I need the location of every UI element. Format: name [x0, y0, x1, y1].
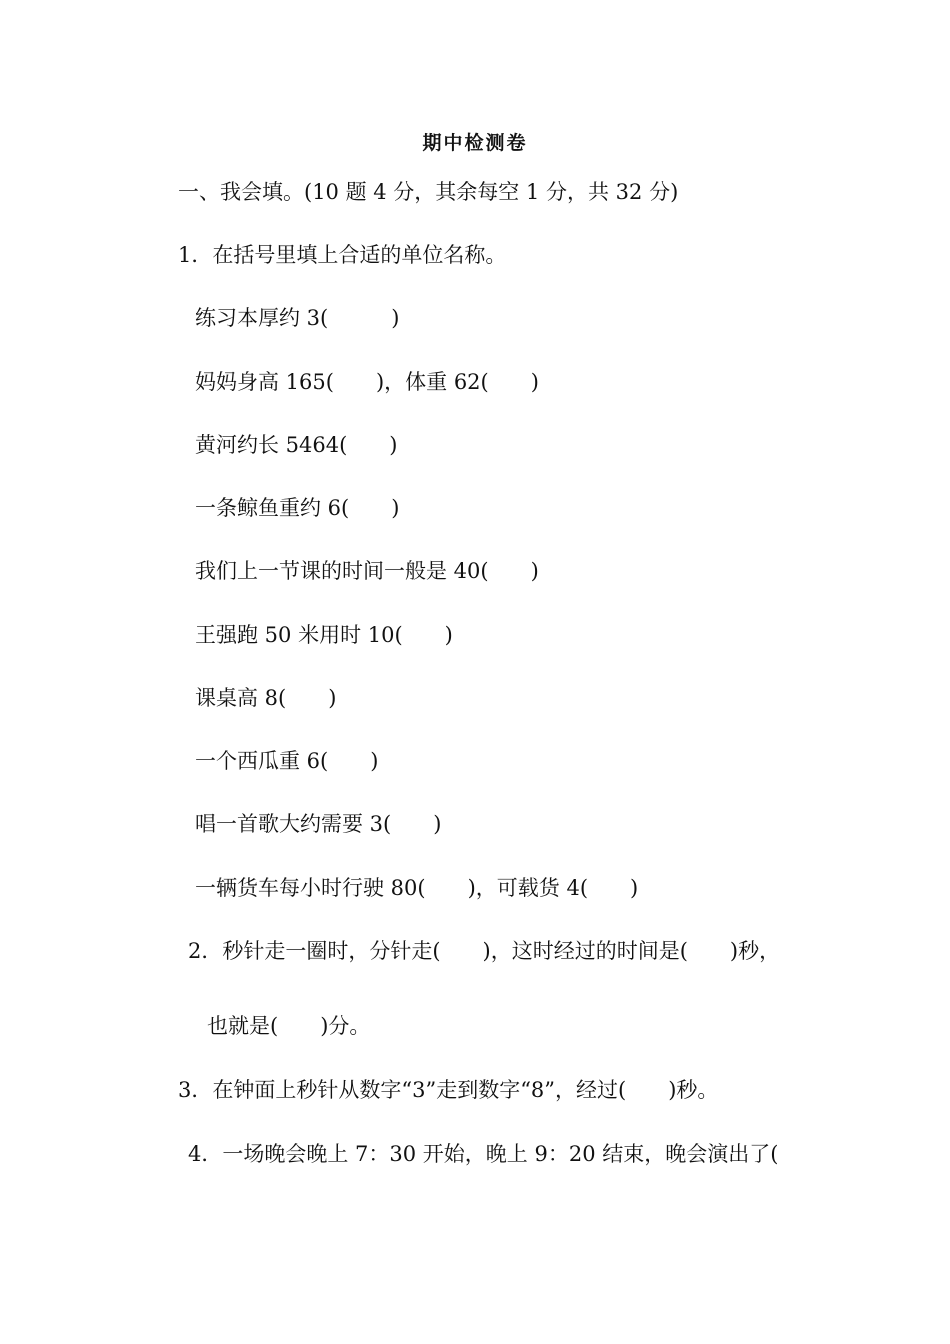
question-1-item-9: 唱一首歌大约需要 3( ) — [195, 812, 442, 836]
question-3: 3．在钟面上秒针从数字“3”走到数字“8”，经过( )秒。 — [178, 1078, 719, 1102]
section-heading: 一、我会填。(10 题 4 分，其余每空 1 分，共 32 分) — [178, 180, 679, 204]
question-4: 4．一场晚会晚上 7：30 开始，晚上 9：20 结束，晚会演出了( — [188, 1142, 779, 1166]
question-1-item-3: 黄河约长 5464( ) — [195, 433, 398, 457]
question-1-stem: 1．在括号里填上合适的单位名称。 — [178, 243, 507, 267]
question-1-item-4: 一条鲸鱼重约 6( ) — [195, 496, 400, 520]
question-1-item-7: 课桌高 8( ) — [195, 686, 337, 710]
question-1-item-8: 一个西瓜重 6( ) — [195, 749, 379, 773]
question-2-line-2: 也就是( )分。 — [207, 1014, 371, 1038]
question-1-item-2: 妈妈身高 165( )，体重 62( ) — [195, 370, 539, 394]
question-1-item-6: 王强跑 50 米用时 10( ) — [195, 623, 453, 647]
question-2-line-1: 2．秒针走一圈时，分针走( )，这时经过的时间是( )秒， — [188, 939, 781, 963]
question-1-item-1: 练习本厚约 3( ) — [195, 306, 400, 330]
page-title: 期中检测卷 — [422, 132, 528, 154]
question-1-item-10: 一辆货车每小时行驶 80( )，可载货 4( ) — [195, 876, 639, 900]
question-1-item-5: 我们上一节课的时间一般是 40( ) — [195, 559, 539, 583]
